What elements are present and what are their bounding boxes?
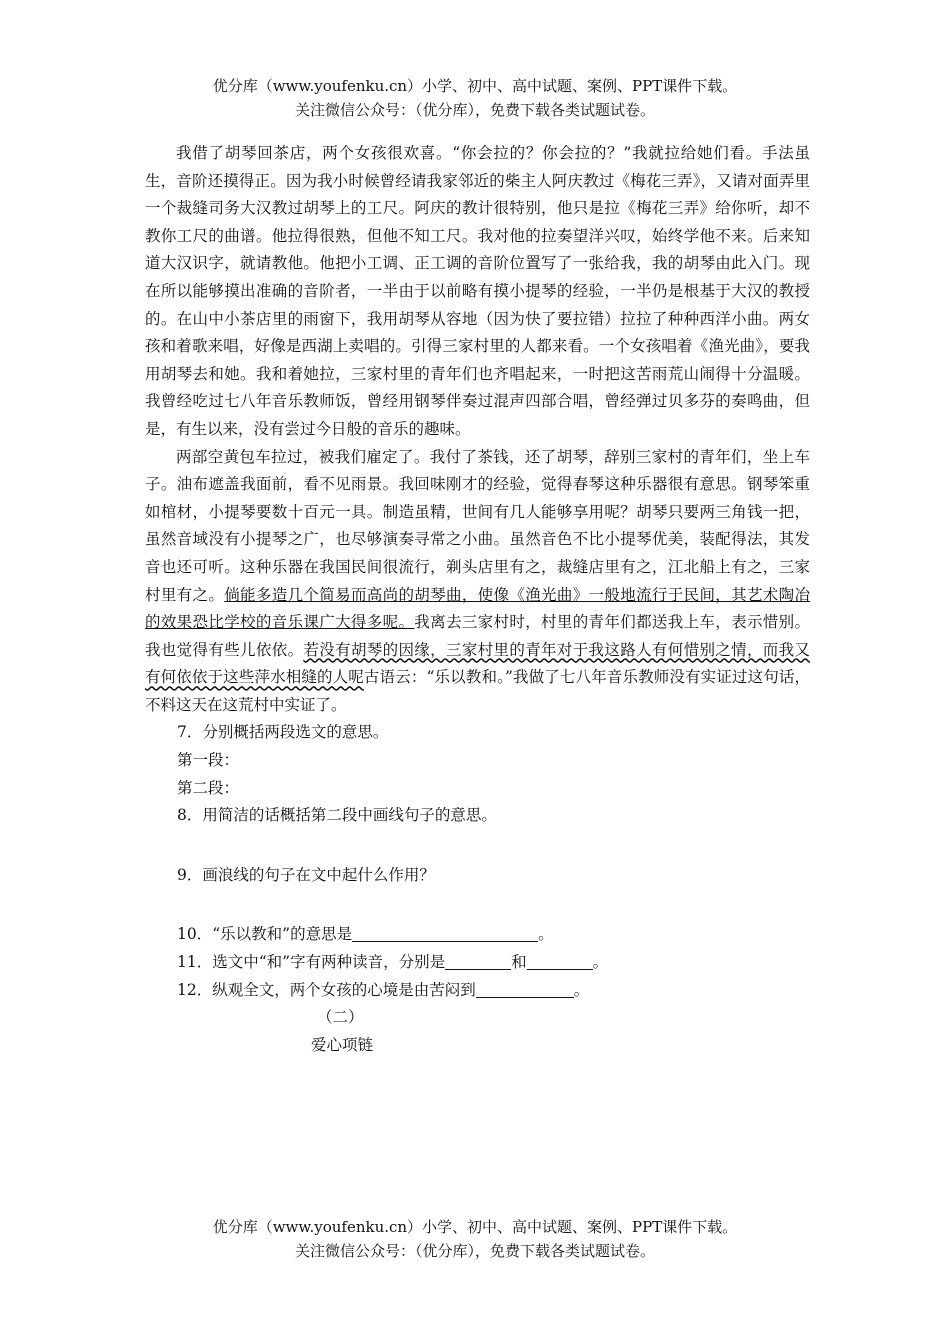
answer-blank-12[interactable]	[476, 979, 574, 998]
paragraph-2-text-a: 两部空黄包车拉过，被我们雇定了。我付了茶钱，还了胡琴，辞别三家村的青年们，坐上车子。油布遮盖我面前，看不见雨景。我回味刚才的经验，觉得春琴这种乐器很有意思。钢琴笨重如棺材，小提琴要数十百元一具。制造虽精，世间有几人能够享用呢？胡琴只要两三角钱一把，虽然音域没有小提琴之广，也尽够演奏寻常之小曲。虽然音色不比小提琴优美，装配得法，其发音也还可听。这种乐器在我国民间很流行，剃头店里有之，裁缝店里有之，江北船上有之，三家村里有之。	[145, 447, 810, 604]
question-11-mid: 和	[511, 953, 527, 972]
section-title: 爱心项链	[311, 1035, 374, 1054]
question-12	[145, 977, 810, 1005]
answer-blank-11b[interactable]	[527, 951, 593, 970]
header-line-2: 关注微信公众号：（优分库），免费下载各类试题试卷。	[294, 101, 655, 119]
page-footer	[0, 1215, 950, 1263]
section-number: （二）	[317, 1008, 364, 1027]
question-10-text: 10．“乐以教和”的意思是	[177, 925, 353, 944]
question-10-end: 。	[538, 925, 554, 944]
question-12-end: 。	[573, 980, 590, 999]
paragraph-2-text-c: 古语云：“乐以教和。”我做了七八年音乐教师没有实证过这句话，不料这天在这荒村中实证了。	[145, 668, 810, 714]
question-8: 8．用简洁的话概括第二段中画线句子的意思。	[177, 806, 497, 825]
header-line-1: 优分库（www.youfenku.cn）小学、初中、高中试题、案例、PPT课件下载。	[212, 77, 738, 95]
answer-blank-10[interactable]	[352, 923, 538, 942]
footer-line-1: 优分库（www.youfenku.cn）小学、初中、高中试题、案例、PPT课件下载。	[212, 1218, 738, 1236]
question-7-part-1: 第一段：	[177, 751, 240, 770]
question-10	[145, 921, 810, 949]
footer-line-2: 关注微信公众号：（优分库），免费下载各类试题试卷。	[294, 1242, 655, 1260]
paragraph-1: 我借了胡琴回茶店，两个女孩很欢喜。“你会拉的？你会拉的？”我就拉给她们看。手法虽生，音阶还摸得正。因为我小时候曾经请我家邻近的柴主人阿庆教过《梅花三弄》，又请对面弄里一个裁缝司务大汉教过胡琴上的工尺。阿庆的教计很特别，他只是拉《梅花三弄》给你听，却不教你工尺的曲谱。他拉得很熟，但他不知工尺。我对他的拉奏望洋兴叹，始终学他不来。后来知道大汉识字，就请教他。他把小工调、正工调的音阶位置写了一张给我，我的胡琴由此入门。现在所以能够摸出准确的音阶者，一半由于以前略有摸小提琴的经验，一半仍是根基于大汉的教授的。在山中小茶店里的雨窗下，我用胡琴从容地（因为快了要拉错）拉拉了种种西洋小曲。两女孩和着歌来唱，好像是西湖上卖唱的。引得三家村里的人都来看。一个女孩唱着《渔光曲》，要我用胡琴去和她。我和着她拉，三家村里的青年们也齐唱起来，一时把这苦雨荒山闹得十分温暖。我曾经吃过七八年音乐教师饭，曾经用钢琴伴奏过混声四部合唱，曾经弹过贝多芬的奏鸣曲，但是，有生以来，没有尝过今日般的音乐的趣味。	[145, 144, 810, 438]
question-11-text: 11．选文中“和”字有两种读音，分别是	[177, 953, 446, 972]
paragraph-2	[145, 444, 810, 720]
question-12-text: 12．纵观全文，两个女孩的心境是由苦闷到	[177, 980, 476, 999]
question-11	[145, 949, 810, 977]
wavy-underlined-sentence: 若没有胡琴的因缘，三家村里的青年对于我这路人有何惜别之情，而我又有何依依于这些萍水相缝的人呢	[145, 640, 810, 687]
question-7: 7．分别概括两段选文的意思。	[177, 723, 389, 742]
question-11-end: 。	[592, 953, 609, 972]
question-7-part-2: 第二段：	[177, 778, 240, 797]
underlined-sentence: 倘能多造几个简易而高尚的胡琴曲，使像《渔光曲》一般地流行于民间，其艺术陶冶的效果恐比学校的音乐课广大得多呢。	[145, 585, 810, 632]
passage-body	[145, 140, 810, 1059]
page-header	[0, 74, 950, 122]
question-9: 9．画浪线的句子在文中起什么作用？	[177, 865, 435, 884]
answer-blank-11a[interactable]	[445, 951, 511, 970]
paragraph-2-text-b: 我离去三家村时，村里的青年们都送我上车，表示惜别。我也觉得有些儿依依。	[145, 613, 810, 659]
